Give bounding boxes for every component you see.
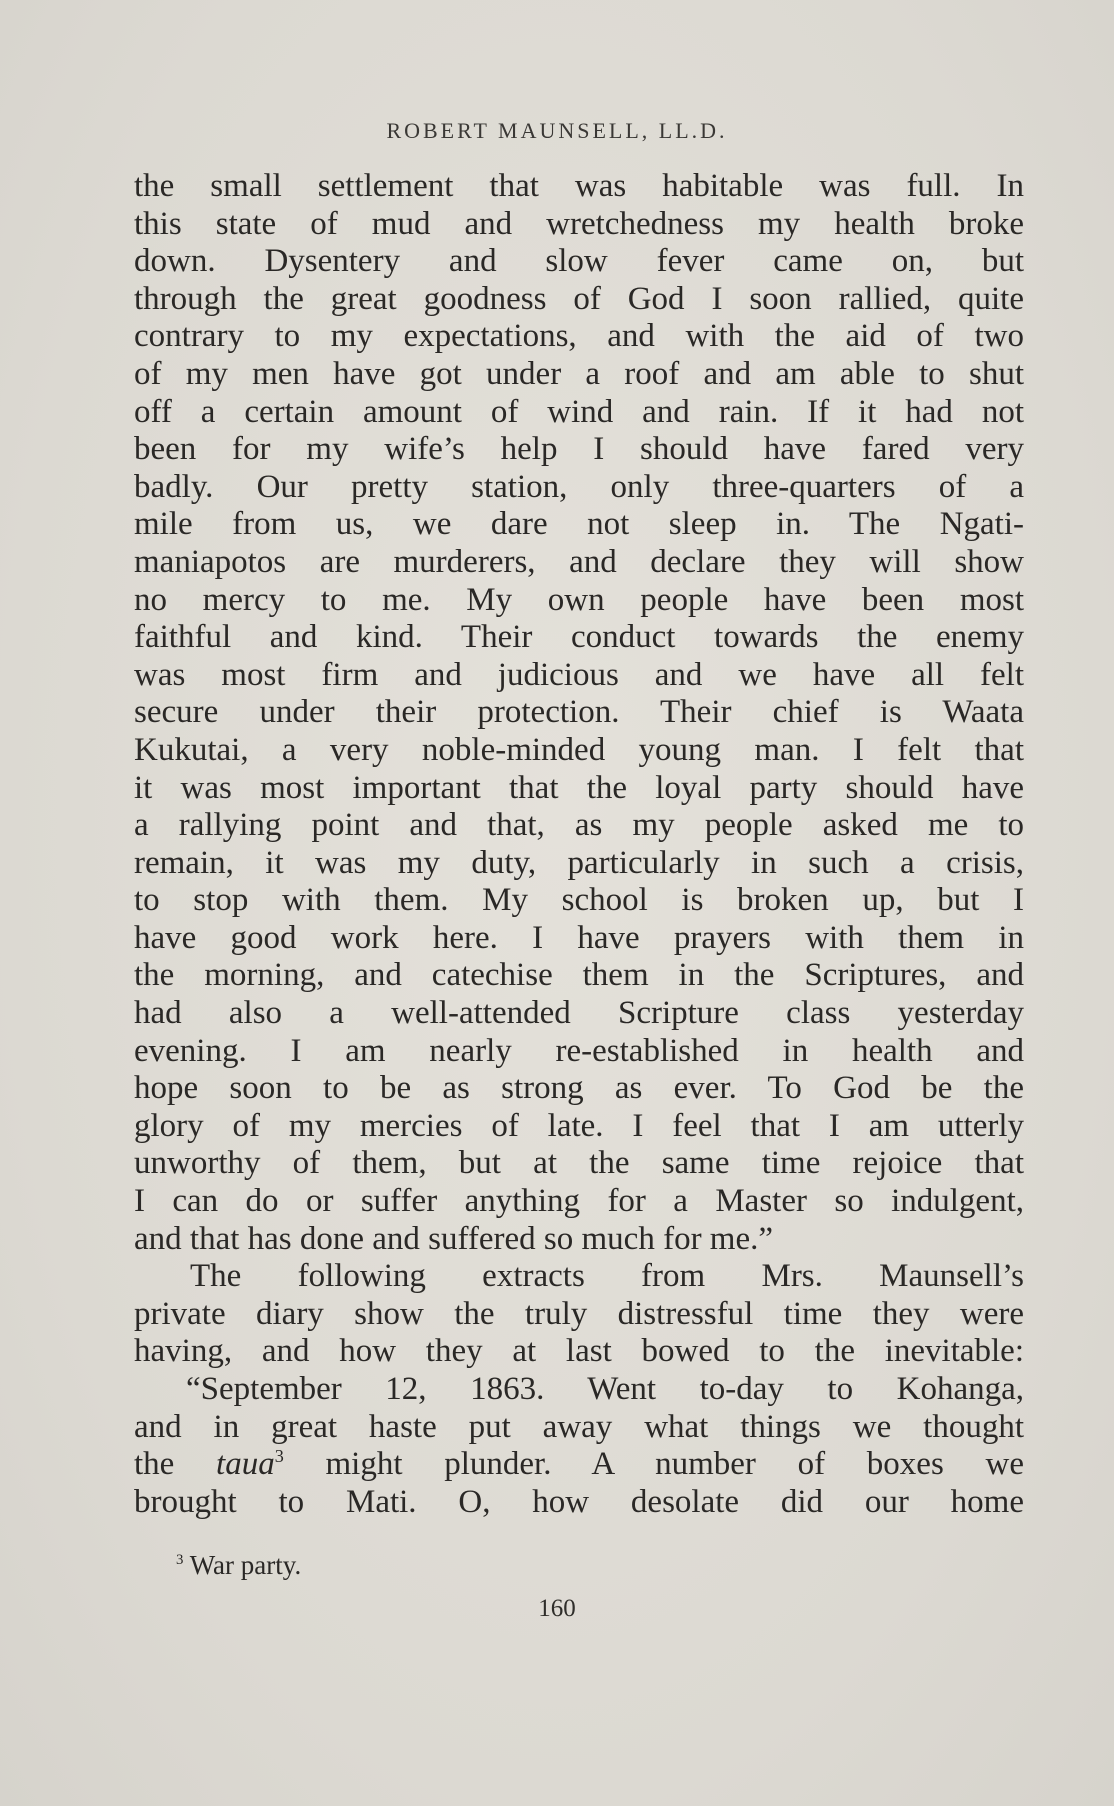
text-line: evening. I am nearly re-established in health and [134,1032,1024,1069]
text-line: been for my wife’s help I should have fared very [134,431,1024,468]
text-line: badly. Our pretty station, only three-quarters of a [134,468,1024,505]
text-line: off a certain amount of wind and rain. If it had not [134,393,1024,430]
text-line: this state of mud and wretchedness my health broke [134,205,1024,242]
text-line: “September 12, 1863. Went to-day to Kohanga, [186,1371,1024,1407]
text-line: I can do or suffer anything for a Master so indulgent, [134,1183,1024,1220]
text-line: the morning, and catechise them in the Scriptures, and [134,957,1024,994]
text-line: down. Dysentery and slow fever came on, but [134,243,1024,280]
page-number: 160 [538,1595,576,1622]
text-line: maniapotos are murderers, and declare they will show [134,543,1024,580]
text-line: and in great haste put away what things we thought [134,1408,1024,1445]
text-line: glory of my mercies of late. I feel that I am utterly [134,1107,1024,1144]
text-line: contrary to my expectations, and with the aid of two [134,318,1024,355]
taua-word: taua [216,1446,275,1483]
text-line: faithful and kind. Their conduct towards the enemy [134,619,1024,656]
text-line: no mercy to me. My own people have been most [134,581,1024,618]
text-line: a rallying point and that, as my people asked me to [134,807,1024,844]
footnote [176,1550,301,1581]
taua-before: the [134,1446,217,1483]
text-line: hope soon to be as strong as ever. To God be the [134,1070,1024,1107]
text-line: Kukutai, a very noble-minded young man. I felt that [134,731,1024,768]
text-line: mile from us, we dare not sleep in. The Ngati- [134,506,1024,543]
text-line: the small settlement that was habitable was full. In [134,168,1024,204]
text-line-taua [134,1446,1024,1484]
text-line: secure under their protection. Their chief is Waata [134,694,1024,731]
text-line: brought to Mati. O, how desolate did our home [134,1483,1024,1520]
text-line: and that has done and suffered so much for me.” [134,1220,774,1257]
text-line: to stop with them. My school is broken up, but I [134,882,1024,919]
text-line: having, and how they at last bowed to the inevitable: [134,1333,1024,1370]
text-line: private diary show the truly distressful time they were [134,1295,1024,1332]
text-line: through the great goodness of God I soon rallied, quite [134,280,1024,317]
footnote-number: 3 [176,1552,184,1568]
text-line: had also a well-attended Scripture class yesterday [134,995,1024,1032]
running-head: ROBERT MAUNSELL, LL.D. [386,118,728,143]
taua-after: might plunder. A number of boxes we [283,1446,1024,1483]
footnote-text: War party. [189,1550,302,1580]
text-line: unworthy of them, but at the same time rejoice that [134,1145,1024,1182]
text-line: it was most important that the loyal party should have [134,769,1024,806]
footnote-ref: 3 [274,1446,284,1467]
text-line: The following extracts from Mrs. Maunsell’s [190,1258,1024,1295]
text-line: remain, it was my duty, particularly in such a crisis, [134,844,1024,881]
text-line: have good work here. I have prayers with them in [134,919,1024,956]
text-line: was most firm and judicious and we have all felt [134,656,1024,693]
text-line: of my men have got under a roof and am able to shut [134,355,1024,392]
body-text [134,168,1024,1521]
